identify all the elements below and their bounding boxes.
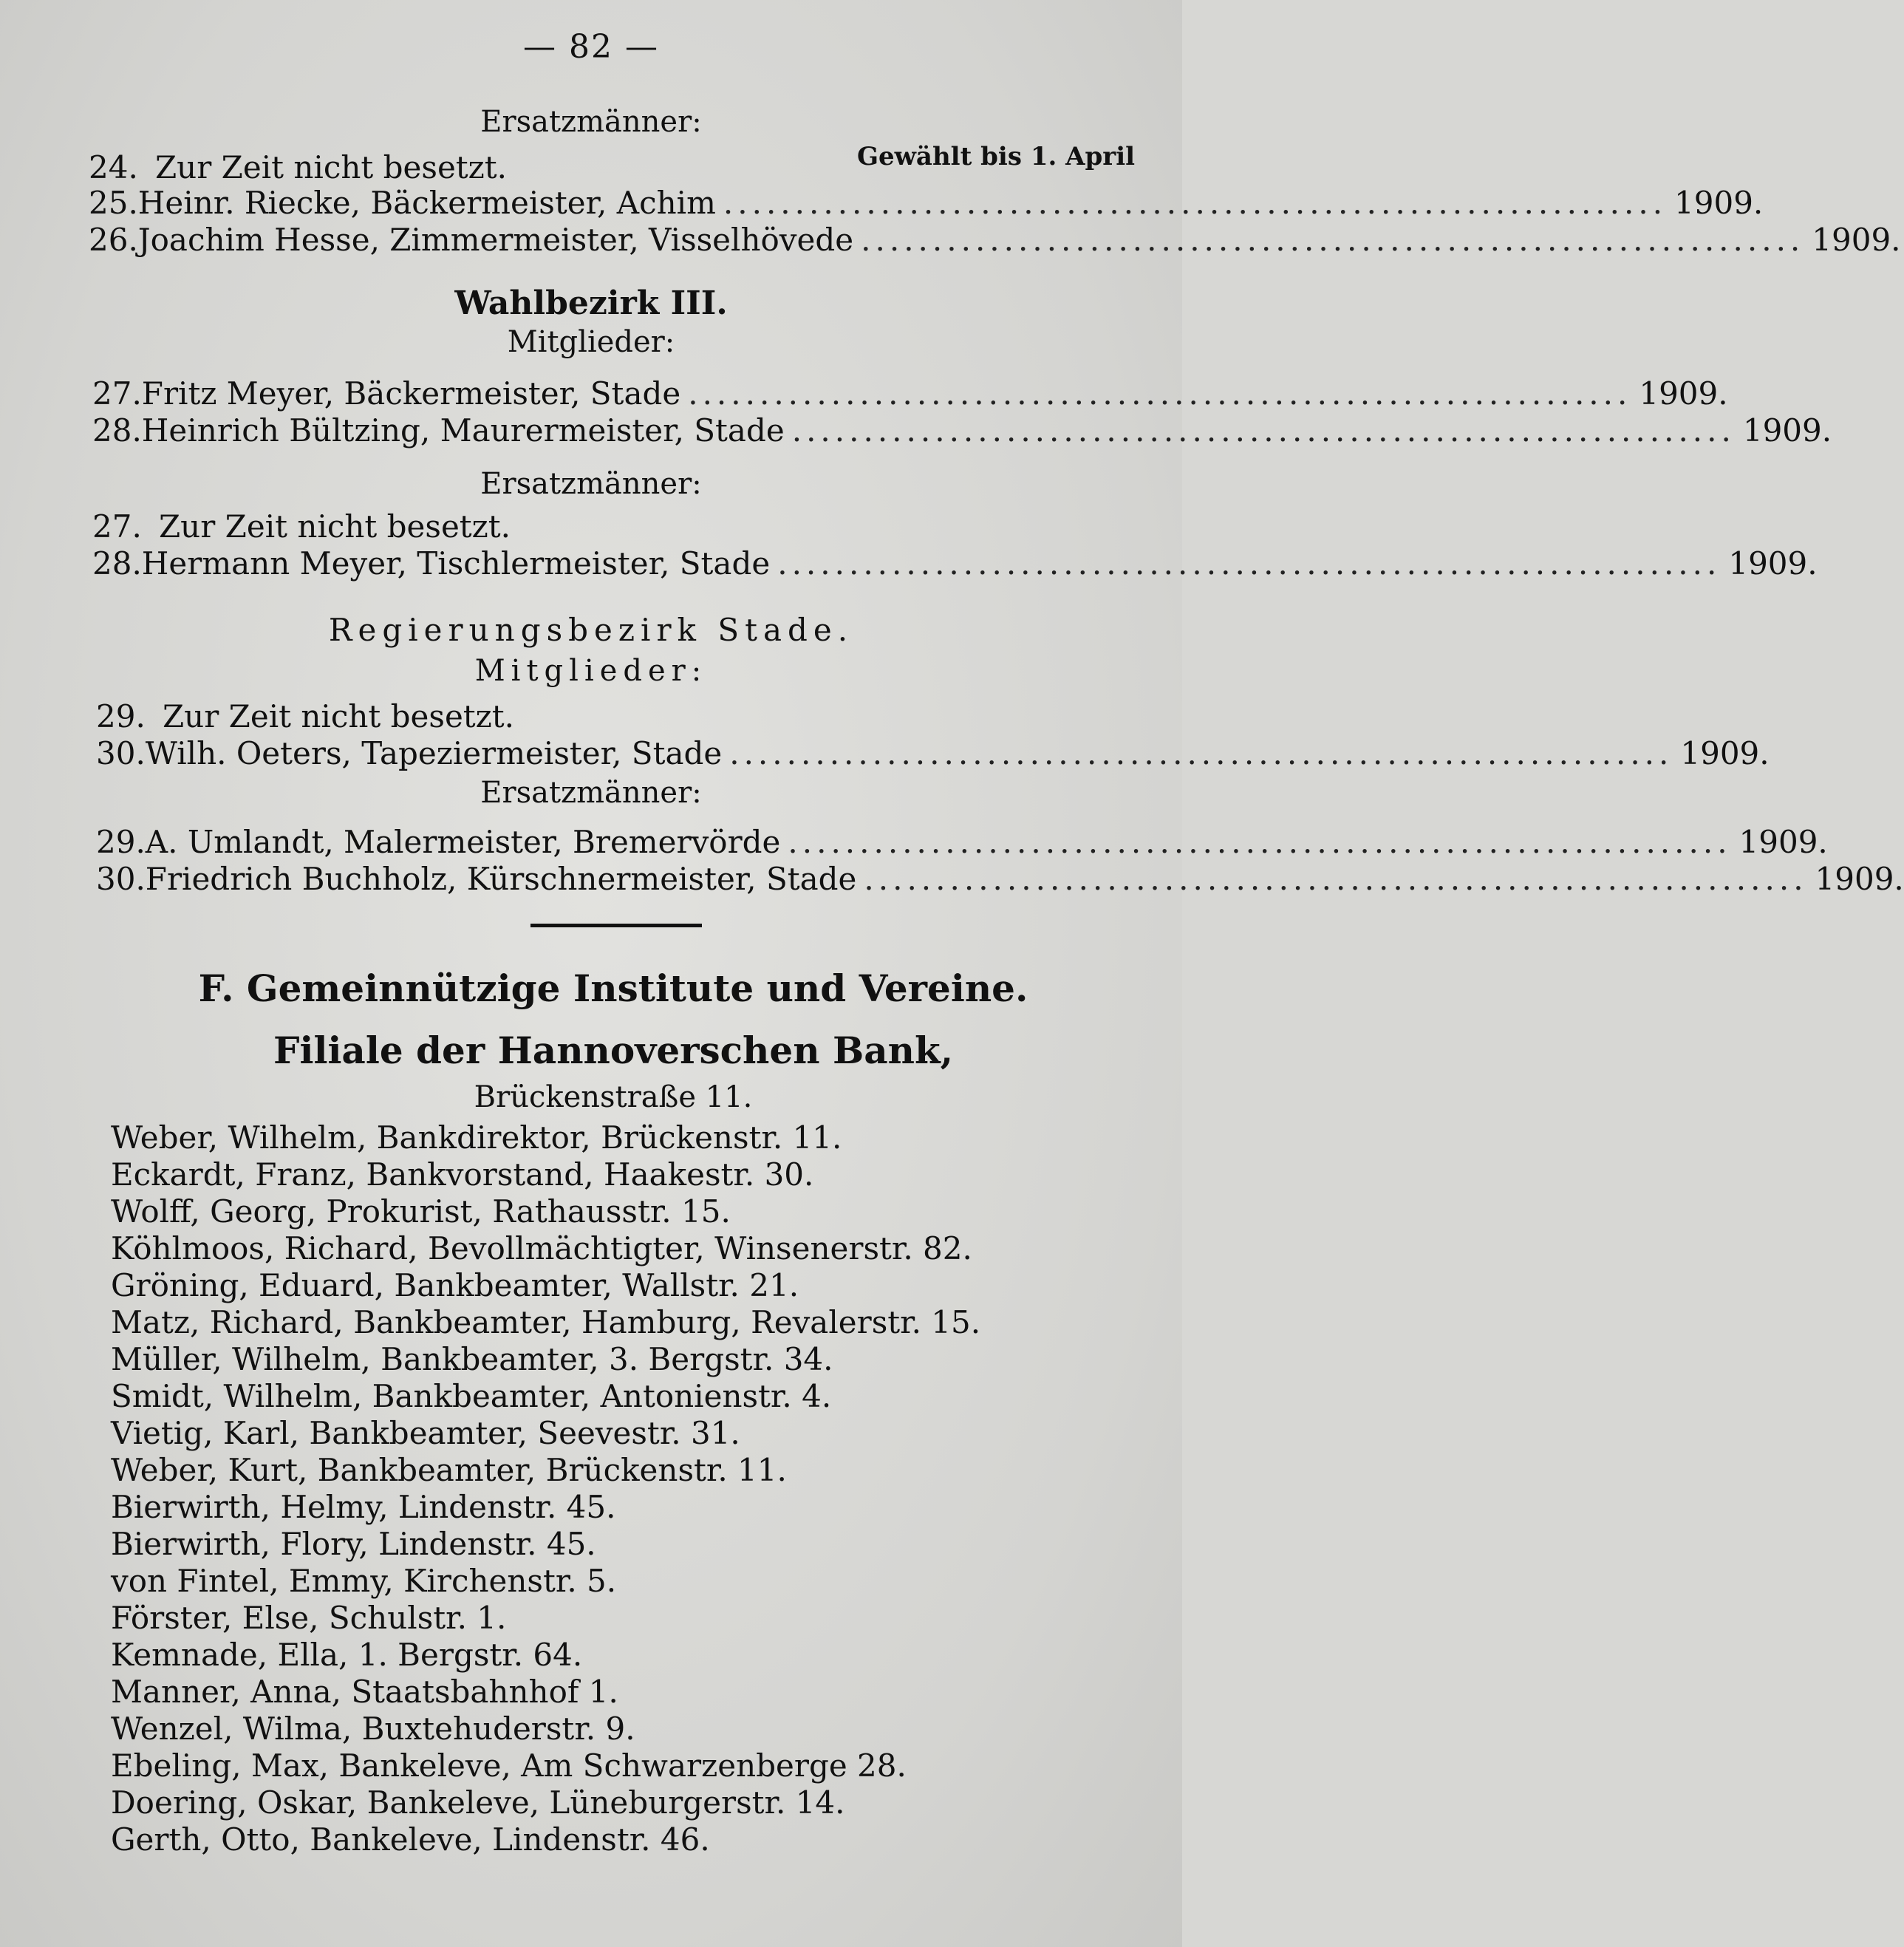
item-number: 29. [96,824,146,860]
list-item: Wenzel, Wilma, Buxtehuderstr. 9. [111,1711,635,1747]
list-item: Manner, Anna, Staatsbahnhof 1. [111,1674,618,1710]
heading-ersatzmaenner-1: Ersatzmänner: [480,105,702,139]
list-item: Smidt, Wilhelm, Bankbeamter, Antonienstr. 4. [111,1378,832,1414]
list-item: Weber, Wilhelm, Bankdirektor, Brückenstr. 11. [111,1119,842,1156]
list-item [92,412,1832,449]
item-year: 1909. [1680,735,1770,771]
list-item: von Fintel, Emmy, Kirchenstr. 5. [111,1563,617,1599]
staff-list [111,1119,1071,1858]
list-block3-subs [96,824,1904,898]
section-address: Brückenstraße 11. [474,1080,753,1114]
item-text: Zur Zeit nicht besetzt. [155,149,508,185]
list-item: Doering, Oskar, Bankeleve, Lüneburgerstr. 14. [111,1784,845,1821]
item-number: 28. [92,412,142,449]
item-text: Wilh. Oeters, Tapeziermeister, Stade [145,735,723,771]
list-item: Eckardt, Franz, Bankvorstand, Haakestr. 30. [111,1156,814,1193]
list-item: Weber, Kurt, Bankbeamter, Brückenstr. 11. [111,1452,787,1488]
list-block3-members [96,698,1770,772]
list-item: Matz, Richard, Bankbeamter, Hamburg, Revalerstr. 15. [111,1304,981,1340]
item-number: 26. [89,222,138,258]
list-item [89,185,1764,222]
dot-leader: .................................................................. [723,185,1668,221]
item-number: 30. [96,735,146,771]
dot-leader: .................................................................. [688,375,1632,412]
heading-wahlbezirk: Wahlbezirk III. [454,284,728,322]
list-item [96,824,1828,861]
heading-ersatzmaenner-2: Ersatzmänner: [480,467,702,501]
list-item: Gerth, Otto, Bankeleve, Lindenstr. 46. [111,1821,710,1858]
dot-leader: .................................................................. [777,545,1722,582]
list-item [96,735,1770,772]
dot-leader: .................................................................. [791,412,1736,449]
list-item [96,698,1049,735]
item-year: 1909. [1728,545,1818,582]
item-year: 1909. [1815,861,1904,897]
item-year: 1909. [1639,375,1728,412]
list-block2-subs [92,508,1818,582]
section-divider [530,924,702,927]
list-item: Bierwirth, Helmy, Lindenstr. 45. [111,1489,616,1525]
list-item [89,149,1042,185]
list-item: Vietig, Karl, Bankbeamter, Seevestr. 31. [111,1415,740,1451]
item-text: Zur Zeit nicht besetzt. [163,698,515,734]
item-year: 1909. [1742,412,1832,449]
item-text: Joachim Hesse, Zimmermeister, Visselhövede [137,222,854,258]
list-block1 [89,149,1901,259]
item-number: 27. [92,375,142,412]
item-text: Fritz Meyer, Bäckermeister, Stade [141,375,681,412]
item-text: Zur Zeit nicht besetzt. [159,508,511,545]
list-item: Wolff, Georg, Prokurist, Rathausstr. 15. [111,1193,731,1230]
item-number: 29. [96,698,146,734]
item-text: Heinr. Riecke, Bäckermeister, Achim [137,185,716,221]
dot-leader: .................................................................. [861,222,1805,258]
item-text: Heinrich Bültzing, Maurermeister, Stade [141,412,785,449]
list-block2-members [92,375,1832,449]
list-item: Förster, Else, Schulstr. 1. [111,1600,507,1636]
item-text: Hermann Meyer, Tischlermeister, Stade [141,545,771,582]
section-title: F. Gemeinnützige Institute und Vereine. [198,966,1028,1010]
heading-mitglieder-3: Mitglieder: [474,654,708,688]
section-subtitle: Filiale der Hannoverschen Bank, [273,1029,954,1072]
item-number: 30. [96,861,146,897]
item-number: 28. [92,545,142,582]
list-item: Köhlmoos, Richard, Bevollmächtigter, Winsenerstr. 82. [111,1230,972,1266]
heading-ersatzmaenner-3: Ersatzmänner: [480,776,702,810]
list-item: Kemnade, Ella, 1. Bergstr. 64. [111,1637,583,1673]
item-year: 1909. [1674,185,1764,221]
heading-mitglieder-2: Mitglieder: [507,325,675,359]
page-number: — 82 — [523,28,659,66]
item-year: 1909. [1738,824,1828,860]
item-text: Friedrich Buchholz, Kürschnermeister, Stade [145,861,857,897]
list-item [92,508,1045,545]
list-item: Bierwirth, Flory, Lindenstr. 45. [111,1526,596,1562]
dot-leader: .................................................................. [788,824,1732,860]
list-item [92,545,1818,582]
item-number: 25. [89,185,138,221]
dot-leader: .................................................................. [729,735,1673,771]
item-number: 27. [92,508,142,545]
elected-until-note: Gewählt bis 1. April [857,142,1136,171]
list-item: Müller, Wilhelm, Bankbeamter, 3. Bergstr. 34. [111,1341,833,1377]
dot-leader: .................................................................. [864,861,1808,897]
list-item: Ebeling, Max, Bankeleve, Am Schwarzenberge 28. [111,1747,907,1784]
list-item: Gröning, Eduard, Bankbeamter, Wallstr. 21. [111,1267,799,1303]
heading-regierungsbezirk: Regierungsbezirk Stade. [328,612,854,648]
list-item [92,375,1728,412]
list-item [89,222,1901,259]
list-item [96,861,1904,898]
item-text: A. Umlandt, Malermeister, Bremervörde [145,824,781,860]
item-number: 24. [89,149,138,185]
item-year: 1909. [1812,222,1901,258]
